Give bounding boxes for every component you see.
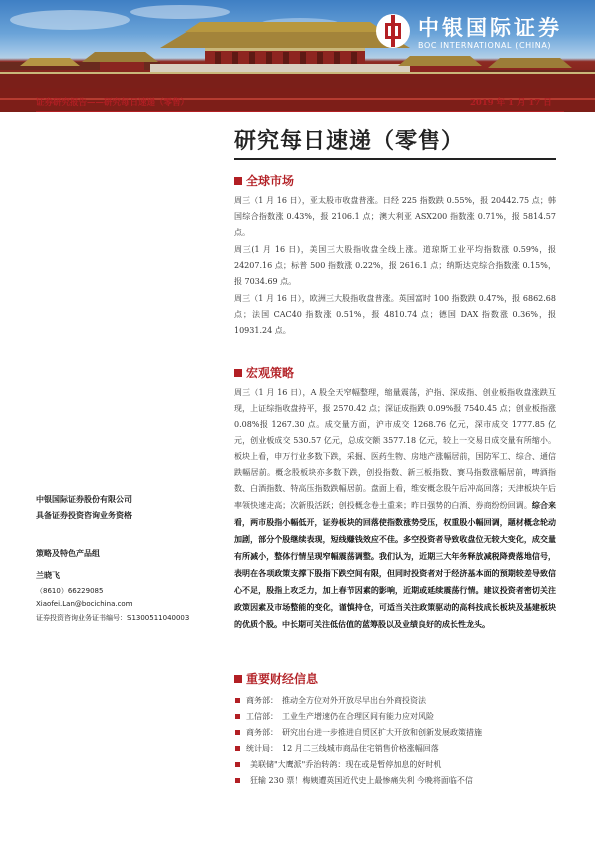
sidebar-dept: 策略及特色产品组 [36, 548, 100, 558]
boc-logo-icon [376, 14, 410, 48]
news-text: 狂输 230 票！梅姨遭英国近代史上最惨痛失利 今晚将面临不信 [250, 776, 473, 785]
sidebar-analyst: 兰晓飞 [36, 570, 60, 580]
sidebar-email[interactable]: Xiaofei.Lan@bocichina.com [36, 600, 133, 608]
sidebar-phone: （8610）66229085 [36, 587, 104, 595]
section-heading-text: 重要财经信息 [246, 672, 319, 686]
news-list [234, 693, 564, 789]
macro-text: 周三（1 月 16 日），A 股全天窄幅整理，缩量震荡，沪指、深成指、创业板指收盘涨跌互现，上证综指收盘持平，报 2570.42 点；深证成指跌 0.09%报 7540.45 点；创业板指涨 0.08%报 1267.30 点。成交量方面，沪市成交 1268.76 亿元，深市成交 1777.85 亿元，创业板成交 530.57 亿元，总成交额 3577.18 亿元，较上一交易日成交量有所缩小。板块上看，申万行业多数下跌，采掘、医药生物、房地产涨幅居前，国防军工、综合、通信跌幅居前。概念股板块亦多数下跌，创投指数、新三板指数、赛马指数涨幅居前，啤酒指数、白酒指数、特高压指数跌幅居前。盘面上看，维安概念股午后冲高回落；天津板块午后率领快速走高；次新股活跃；创投概念卷土重来；昨日强势的白酒、券商纷纷回调。 [234, 388, 556, 510]
sidebar-company: 中银国际证券股份有限公司 [36, 494, 132, 504]
news-text: 美联储"大鹰派"乔治转鸽：现在或是暂停加息的好时机 [250, 760, 442, 769]
news-item[interactable] [234, 725, 564, 741]
page-title: 研究每日速递（零售） [234, 128, 465, 154]
news-text: 12 月二三线城市商品住宅销售价格涨幅回落 [282, 744, 439, 753]
paragraph-asia-pacific: 周三（1 月 16 日），亚太股市收盘普涨。日经 225 指数跌 0.55%，报 20442.75 点；韩国综合指数涨 0.43%，报 2106.1 点；澳大利亚 ASX200 指数涨 0.71%，报 5814.57 点。 [234, 196, 556, 237]
logo-name-cn: 中银国际证券 [418, 15, 562, 40]
news-source: 商务部： [246, 728, 278, 737]
section-heading-text: 宏观策略 [246, 366, 295, 380]
news-text: 工业生产增速仍在合理区间有能力应对风险 [282, 712, 434, 721]
section-heading-news [234, 670, 318, 687]
news-item[interactable] [234, 773, 564, 789]
company-logo [376, 12, 581, 60]
section-heading-macro [234, 364, 294, 381]
header-rule [36, 111, 564, 112]
sidebar-qualification: 具备证券投资咨询业务资格 [36, 510, 132, 520]
sidebar-cert: 证券投资咨询业务证书编号：S1300511040003 [36, 614, 190, 622]
news-text: 研究出台进一步推进自贸区扩大开放和创新发展政策措施 [282, 728, 482, 737]
news-text: 推动全方位对外开放尽早出台外商投资法 [282, 696, 426, 705]
paragraph-europe-markets: 周三（1 月 16 日），欧洲三大股指收盘普涨。英国富时 100 指数跌 0.47%，报 6862.68 点；法国 CAC40 指数涨 0.51%，报 4810.74 点；德国 DAX 指数涨 0.36%，报 10931.24 点。 [234, 294, 556, 335]
news-source: 商务部： [246, 696, 278, 705]
logo-name-en: BOC INTERNATIONAL (CHINA) [418, 41, 552, 50]
paragraph-macro [234, 385, 556, 633]
news-item[interactable] [234, 741, 564, 757]
report-date: 2019 年 1 月 17 日 [470, 98, 552, 108]
macro-conclusion: 综合来看，两市股指小幅低开，证券板块的回落使指数涨势受压，权重股小幅回调，题材概念轮动加剧，部分个股继续表现，短线赚钱效应不佳。多空投资者导致收盘位无较大变化，成交量有所减小，整体行情呈现窄幅震荡调整。我们认为，近期三大年务释放减税降费落地信号，表明在各项政策支撑下股指下跌空间有限，但同时投资者对于经济基本面的预期较差导致信心不足，股指上攻乏力，加上春节因素的影响，近期或延续震荡行情。建议投资者密切关注政策因素及市场整能的变化，谨慎持仓，可适当关注政策驱动的高科技成长板块及基建板块的优质个股。中长期可关注低估值的蓝筹股以及业绩良好的成长性龙头。 [234, 500, 557, 629]
news-item[interactable] [234, 693, 564, 709]
section-heading-text: 全球市场 [246, 174, 295, 188]
header-banner [0, 0, 595, 88]
paragraph-us-markets: 周三(1 月 16 日)，美国三大股指收盘全线上涨。道琼斯工业平均指数涨 0.59%，报 24207.16 点；标普 500 指数涨 0.22%，报 2616.1 点；纳斯达克综合指数涨 0.15%，报 7034.69 点。 [234, 245, 556, 286]
square-bullet-icon [234, 675, 242, 683]
square-bullet-icon [234, 177, 242, 185]
news-source: 工信部： [246, 712, 278, 721]
news-source: 统计局： [246, 744, 278, 753]
title-underline [234, 158, 556, 160]
news-item[interactable] [234, 757, 564, 773]
square-bullet-icon [234, 369, 242, 377]
section-heading-global-market [234, 172, 294, 189]
news-item[interactable] [234, 709, 564, 725]
breadcrumb: 证券研究报告——研究每日速递（零售） [36, 98, 190, 108]
